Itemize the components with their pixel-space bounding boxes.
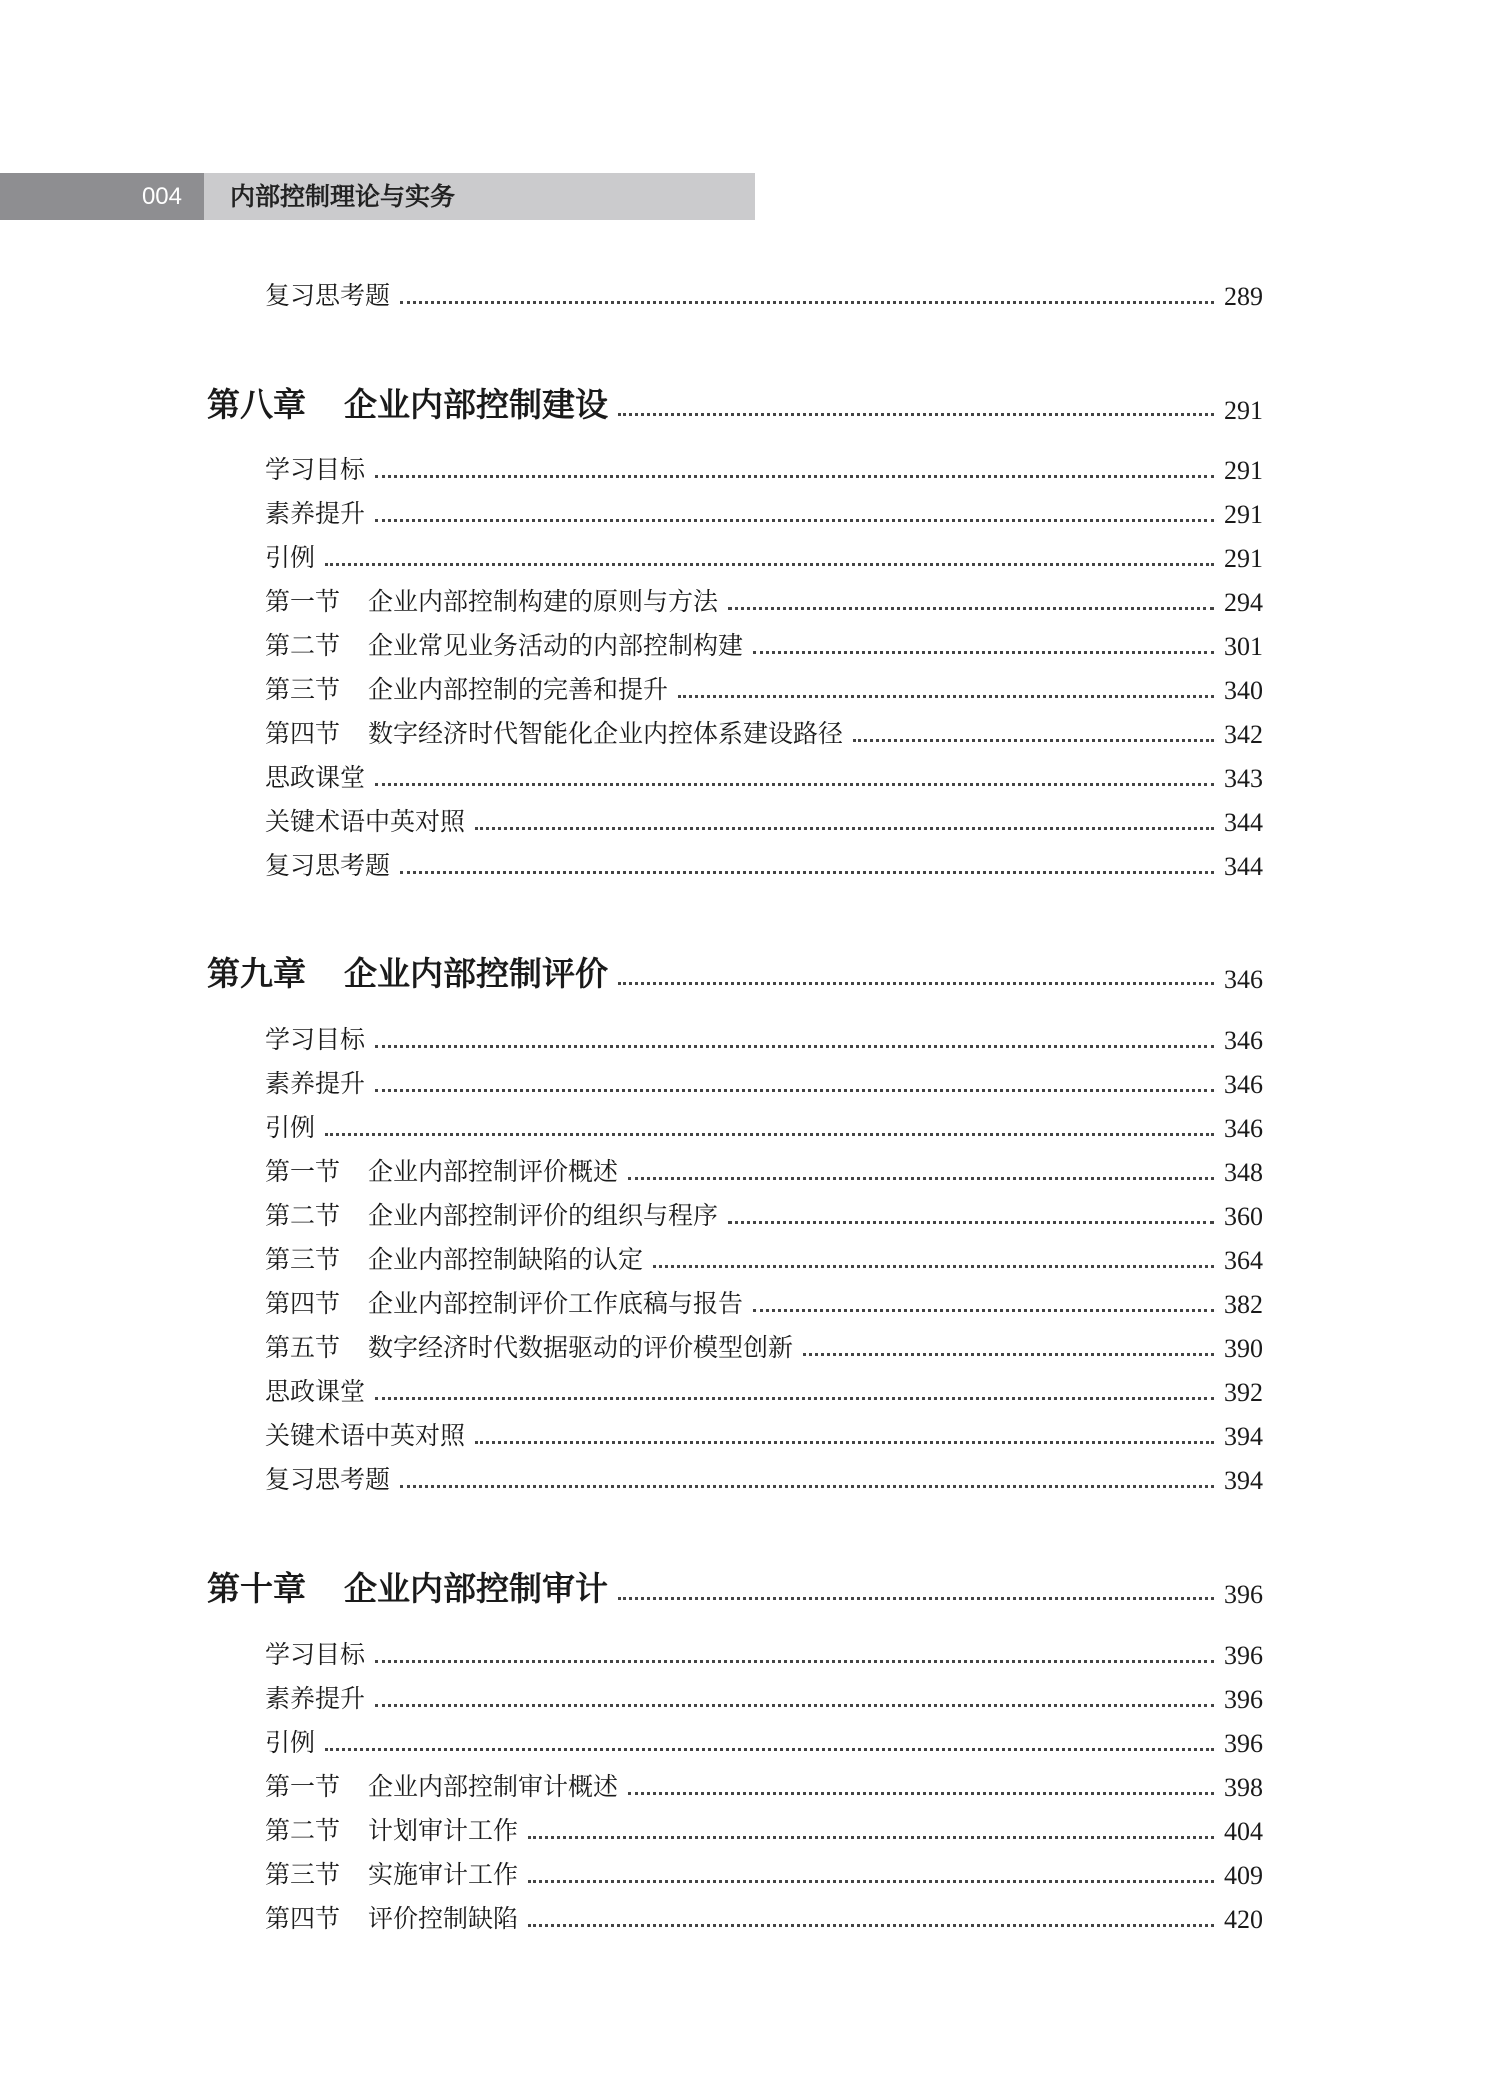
toc-entry[interactable]	[265, 1016, 1263, 1056]
chapter-title: 企业内部控制建设	[344, 385, 608, 424]
toc-entry-page: 342	[1224, 720, 1263, 749]
chapter-heading	[207, 948, 608, 995]
dot-leader	[375, 1089, 1214, 1092]
toc-entry-page: 294	[1224, 588, 1263, 617]
toc-chapter-9[interactable]	[207, 947, 1263, 995]
toc-entry-page: 291	[1224, 456, 1263, 485]
toc-entry[interactable]	[265, 1368, 1263, 1408]
toc-entry-page: 394	[1224, 1466, 1263, 1495]
dot-leader	[628, 1792, 1214, 1795]
dot-leader	[375, 1045, 1214, 1048]
toc-entry-page: 398	[1224, 1773, 1263, 1802]
toc-entry-page: 404	[1224, 1817, 1263, 1846]
section-title: 企业内部控制评价概述	[368, 1157, 619, 1186]
dot-leader	[475, 1441, 1214, 1444]
section-number: 第三节	[265, 1245, 341, 1274]
toc-entry-page: 344	[1224, 852, 1263, 881]
toc-entry-label	[265, 1284, 743, 1320]
chapter-page: 291	[1224, 396, 1263, 425]
toc-entry-label: 关键术语中英对照	[265, 1421, 466, 1450]
section-number: 第四节	[265, 1904, 341, 1933]
toc-entry[interactable]	[265, 798, 1263, 838]
chapter-number: 第八章	[207, 385, 306, 424]
dot-leader	[803, 1353, 1214, 1356]
toc-entry-page: 360	[1224, 1202, 1263, 1231]
toc-chapter-8[interactable]	[207, 378, 1263, 426]
toc-entry[interactable]	[265, 534, 1263, 574]
dot-leader	[375, 1397, 1214, 1400]
toc-entry-label: 学习目标	[265, 1025, 366, 1054]
section-title: 企业内部控制缺陷的认定	[368, 1245, 644, 1274]
dot-leader	[653, 1265, 1214, 1268]
dot-leader	[400, 1485, 1214, 1488]
dot-leader	[325, 563, 1214, 566]
section-title: 企业内部控制评价的组织与程序	[368, 1201, 719, 1230]
page-number: 004	[0, 173, 204, 220]
toc-entry-page: 396	[1224, 1729, 1263, 1758]
toc-entry[interactable]	[265, 1675, 1263, 1715]
toc-entry[interactable]	[265, 1412, 1263, 1452]
section-title: 企业常见业务活动的内部控制构建	[368, 631, 744, 660]
section-number: 第五节	[265, 1333, 341, 1362]
toc-entry[interactable]	[265, 1456, 1263, 1496]
toc-entry-label: 引例	[265, 1728, 316, 1757]
toc-entry-page: 390	[1224, 1334, 1263, 1363]
toc-entry-label	[265, 1196, 718, 1232]
book-title: 内部控制理论与实务	[230, 182, 456, 211]
section-title: 数字经济时代数据驱动的评价模型创新	[368, 1333, 794, 1362]
toc-entry-page: 392	[1224, 1378, 1263, 1407]
chapter-title: 企业内部控制评价	[344, 954, 608, 993]
toc-entry-label	[265, 670, 668, 706]
toc-entry-page: 396	[1224, 1685, 1263, 1714]
section-title: 企业内部控制构建的原则与方法	[368, 587, 719, 616]
dot-leader	[728, 607, 1214, 610]
toc-entry[interactable]	[265, 1631, 1263, 1671]
toc-entry-label	[265, 1899, 518, 1935]
dot-leader	[375, 1660, 1214, 1663]
toc-entry[interactable]	[265, 1060, 1263, 1100]
section-title: 企业内部控制审计概述	[368, 1772, 619, 1801]
toc-entry[interactable]	[265, 1280, 1263, 1320]
dot-leader	[728, 1221, 1214, 1224]
toc-entry-label	[265, 714, 843, 750]
section-number: 第一节	[265, 587, 341, 616]
chapter-page: 396	[1224, 1580, 1263, 1609]
section-number: 第三节	[265, 1860, 341, 1889]
dot-leader	[618, 413, 1214, 416]
dot-leader	[528, 1880, 1214, 1883]
section-title: 实施审计工作	[368, 1860, 519, 1889]
toc-entry-page: 343	[1224, 764, 1263, 793]
dot-leader	[618, 1597, 1214, 1600]
section-number: 第二节	[265, 1816, 341, 1845]
toc-entry-review-questions[interactable]	[265, 272, 1263, 312]
toc-entry-page: 409	[1224, 1861, 1263, 1890]
toc-entry[interactable]	[265, 1895, 1263, 1935]
dot-leader	[400, 301, 1214, 304]
toc-entry[interactable]	[265, 1192, 1263, 1232]
dot-leader	[753, 1309, 1214, 1312]
section-number: 第二节	[265, 631, 341, 660]
dot-leader	[375, 1704, 1214, 1707]
toc-entry[interactable]	[265, 622, 1263, 662]
toc-entry[interactable]	[265, 1236, 1263, 1276]
toc-entry[interactable]	[265, 710, 1263, 750]
toc-entry-page: 420	[1224, 1905, 1263, 1934]
toc-entry[interactable]	[265, 754, 1263, 794]
toc-chapter-10[interactable]	[207, 1562, 1263, 1610]
toc-entry-page: 346	[1224, 1070, 1263, 1099]
section-number: 第一节	[265, 1157, 341, 1186]
toc-entry[interactable]	[265, 1324, 1263, 1364]
toc-entry[interactable]	[265, 578, 1263, 618]
dot-leader	[325, 1748, 1214, 1751]
toc-entry-label: 素养提升	[265, 1684, 366, 1713]
toc-entry-page: 346	[1224, 1026, 1263, 1055]
dot-leader	[753, 651, 1214, 654]
section-number: 第三节	[265, 675, 341, 704]
toc-entry-label	[265, 1240, 643, 1276]
toc-entry-label: 学习目标	[265, 455, 366, 484]
toc-entry-label: 复习思考题	[265, 851, 391, 880]
toc-entry-page: 346	[1224, 1114, 1263, 1143]
toc-entry[interactable]	[265, 446, 1263, 486]
toc-entry-label: 复习思考题	[265, 1465, 391, 1494]
section-number: 第四节	[265, 1289, 341, 1318]
toc-entry-label	[265, 1767, 618, 1803]
toc-entry[interactable]	[265, 1807, 1263, 1847]
section-title: 企业内部控制的完善和提升	[368, 675, 669, 704]
toc-entry-label	[265, 626, 743, 662]
toc-entry-label: 关键术语中英对照	[265, 807, 466, 836]
dot-leader	[475, 827, 1214, 830]
toc-entry-label	[265, 1328, 793, 1364]
section-number: 第一节	[265, 1772, 341, 1801]
section-number: 第二节	[265, 1201, 341, 1230]
dot-leader	[325, 1133, 1214, 1136]
toc-entry[interactable]	[265, 1104, 1263, 1144]
section-number: 第四节	[265, 719, 341, 748]
toc-entry-label: 思政课堂	[265, 763, 366, 792]
toc-entry-page: 291	[1224, 544, 1263, 573]
toc-entry-page: 394	[1224, 1422, 1263, 1451]
toc-entry[interactable]	[265, 1148, 1263, 1188]
dot-leader	[400, 871, 1214, 874]
toc-entry-label: 引例	[265, 1113, 316, 1142]
toc-entry-page: 348	[1224, 1158, 1263, 1187]
dot-leader	[678, 695, 1214, 698]
toc-entry[interactable]	[265, 1851, 1263, 1891]
section-title: 企业内部控制评价工作底稿与报告	[368, 1289, 744, 1318]
chapter-heading	[207, 1563, 608, 1610]
toc-entry-page: 340	[1224, 676, 1263, 705]
toc-entry[interactable]	[265, 490, 1263, 530]
toc-entry-page: 291	[1224, 500, 1263, 529]
section-title: 数字经济时代智能化企业内控体系建设路径	[368, 719, 844, 748]
toc-entry[interactable]	[265, 666, 1263, 706]
toc-entry-label	[265, 1152, 618, 1188]
toc-entry[interactable]	[265, 842, 1263, 882]
chapter-title: 企业内部控制审计	[344, 1569, 608, 1608]
toc-entry-label	[265, 1855, 518, 1891]
dot-leader	[528, 1924, 1214, 1927]
section-title: 计划审计工作	[368, 1816, 519, 1845]
dot-leader	[853, 739, 1214, 742]
toc-entry-page: 289	[1224, 282, 1263, 311]
dot-leader	[628, 1177, 1214, 1180]
toc-entry[interactable]	[265, 1763, 1263, 1803]
toc-entry-label: 学习目标	[265, 1640, 366, 1669]
toc-entry-label: 素养提升	[265, 1069, 366, 1098]
toc-entry-page: 382	[1224, 1290, 1263, 1319]
dot-leader	[528, 1836, 1214, 1839]
toc-entry-label	[265, 1811, 518, 1847]
chapter-number: 第十章	[207, 1569, 306, 1608]
chapter-page: 346	[1224, 965, 1263, 994]
toc-entry-label: 素养提升	[265, 499, 366, 528]
dot-leader	[375, 783, 1214, 786]
toc-entry-label: 思政课堂	[265, 1377, 366, 1406]
toc-entry-page: 344	[1224, 808, 1263, 837]
toc-entry-label: 引例	[265, 543, 316, 572]
toc-entry-page: 301	[1224, 632, 1263, 661]
toc-entry-page: 396	[1224, 1641, 1263, 1670]
section-title: 评价控制缺陷	[368, 1904, 519, 1933]
dot-leader	[375, 519, 1214, 522]
toc-entry[interactable]	[265, 1719, 1263, 1759]
toc-entry-page: 364	[1224, 1246, 1263, 1275]
toc-entry-label: 复习思考题	[265, 281, 391, 310]
chapter-number: 第九章	[207, 954, 306, 993]
dot-leader	[618, 982, 1214, 985]
toc-entry-label	[265, 582, 718, 618]
dot-leader	[375, 475, 1214, 478]
chapter-heading	[207, 379, 608, 426]
